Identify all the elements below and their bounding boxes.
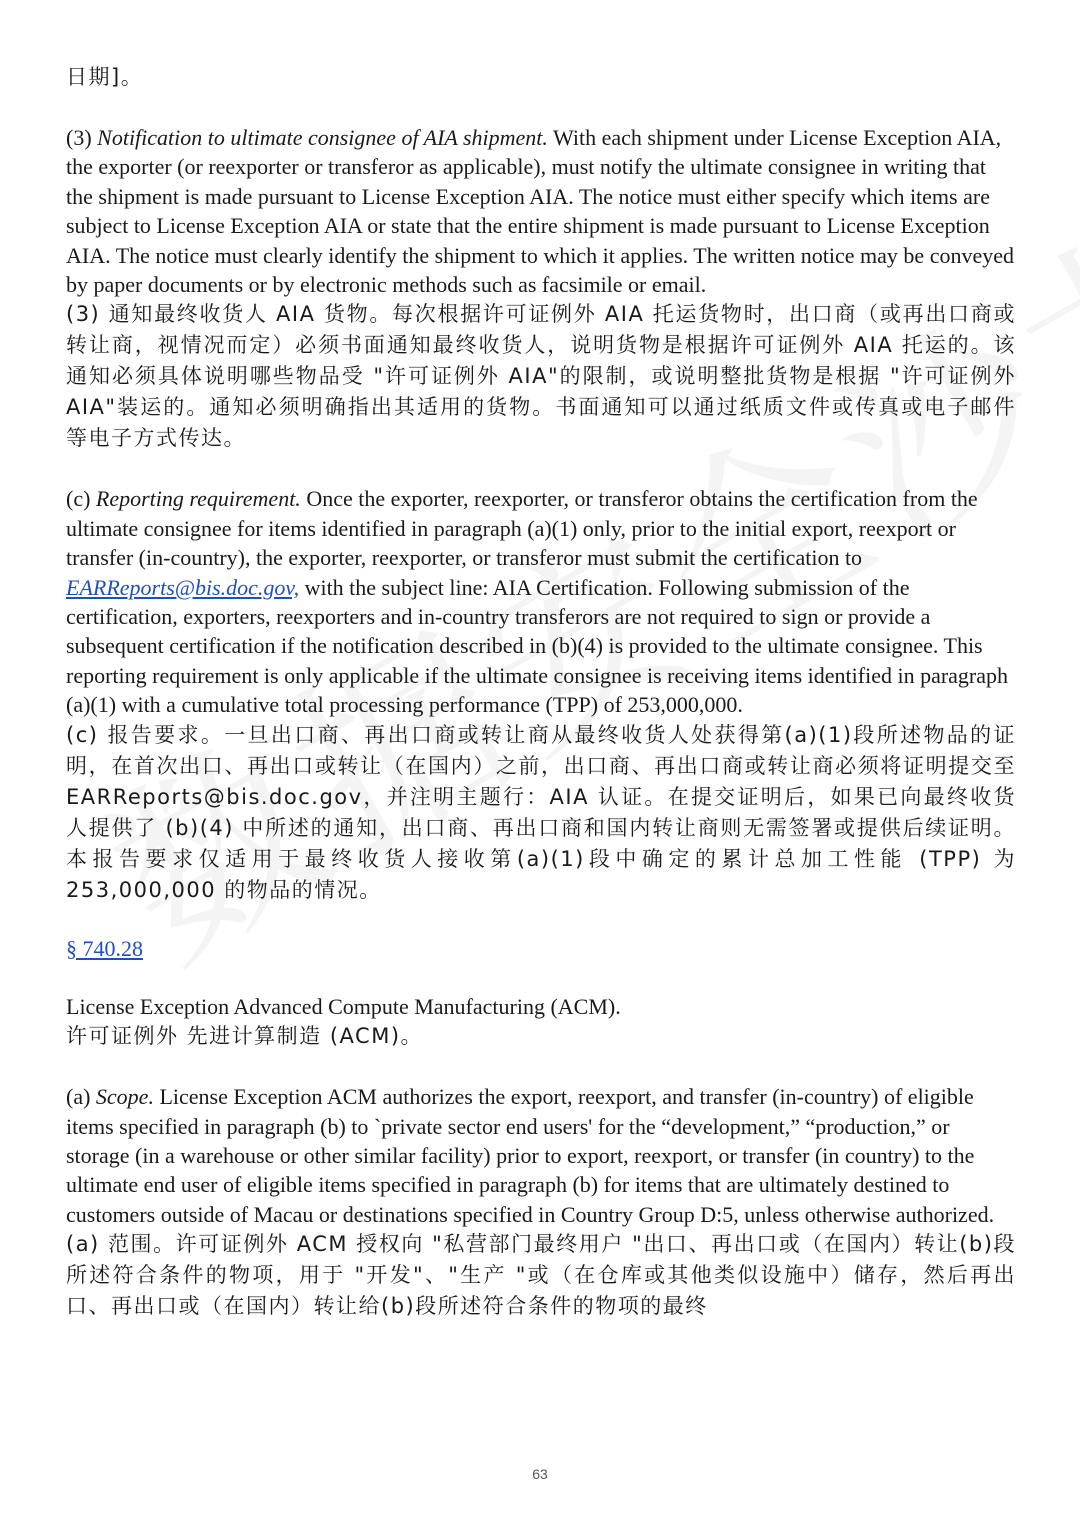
acm-title-en: License Exception Advanced Compute Manufacturing (ACM). [66,993,621,1019]
page-content [66,62,1016,1322]
reporting-requirement-zh: (c) 报告要求。一旦出口商、再出口商或转让商从最终收货人处获得第(a)(1)段所述物品的证明，在首次出口、再出口或转让（在国内）之前，出口商、再出口商或转让商必须将证明提交至 EARReports@bis.doc.gov，并注明主题行：AIA 认证。在提交证明后，如果已向最终收货人提供了 (b)(4) 中所述的通知，出口商、再出口商和国内转让商则无需签署或提供后续证明。本报告要求仅适用于最终收货人接收第(a)(1)段中确定的累计总加工性能 (TPP) 为 253,000,000 的物品的情况。 [66,722,1016,902]
scope-heading: Scope. [95,1084,154,1110]
aia-notification-zh: (3) 通知最终收货人 AIA 货物。每次根据许可证例外 AIA 托运货物时，出口商（或再出口商或转让商，视情况而定）必须书面通知最终收货人，说明货物是根据许可证例外 AIA 托运的。该通知必须具体说明哪些物品受 "许可证例外 AIA"的限制，或说明整批货物是根据 "许可证例外 AIA"装运的。通知必须明确指出其适用的货物。书面通知可以通过纸质文件或传真或电子邮件等电子方式传达。 [66,302,1016,451]
scope-en [66,1082,1016,1229]
aia-notification-num: (3) [66,125,98,150]
scope-text: License Exception ACM authorizes the export, reexport, and transfer (in-country) of eligible items specified in paragraph (b) to `private sector end users' for the “development,” “production,” or storage (in a warehouse or other similar facility) prior to export, reexport, or transfer (in country) to the ultimate end user of eligible items specified in paragraph (b) for items that are ultimately destined to customers outside of Macau or destinations specified in Country Group D:5, unless otherwise authorized. [66,1084,995,1227]
top-fragment: 日期]。 [66,65,144,89]
reporting-text-after: with the subject line: AIA Certification. Following submission of the certification, exporters, reexporters and in-country transferors are not required to sign or provide a subsequent certification if the notification described in (b)(4) is provided to the ultimate consignee. This reporting requirement is only applicable if the ultimate consignee is receiving items identified in paragraph (a)(1) with a cumulative total processing performance (TPP) of 253,000,000. [66,574,1009,718]
aia-notification-en [66,123,1016,299]
section-740-28-link[interactable]: § 740.28 [66,935,143,961]
email-link[interactable]: EARReports@bis.doc.gov, [66,574,300,600]
reporting-requirement-en [66,484,1016,719]
reporting-text-before: Once the exporter, reexporter, or transferor obtains the certification from the ultimate consignee for items identified in paragraph (a)(1) only, prior to the initial export, reexport or transfer (in-country), the exporter, reexporter, or transferor must submit the certification to [66,486,978,571]
scope-zh: (a) 范围。许可证例外 ACM 授权向 "私营部门最终用户 "出口、再出口或（在国内）转让(b)段所述符合条件的物项，用于 "开发"、"生产 "或（在仓库或其他类似设施中）储存，然后再出口、再出口或（在国内）转让给(b)段所述符合条件的物项的最终 [66,1232,1016,1319]
aia-notification-text: With each shipment under License Exception AIA, the exporter (or reexporter or transferor as applicable), must notify the ultimate consignee in writing that the shipment is made pursuant to License Exception AIA. The notice must either specify which items are subject to License Exception AIA or state that the entire shipment is made pursuant to License Exception AIA. The notice must clearly identify the shipment to which it applies. The written notice may be conveyed by paper documents or by electronic methods such as facsimile or email. [66,125,1014,298]
aia-notification-heading: Notification to ultimate consignee of AIA shipment. [97,125,548,150]
reporting-heading: Reporting requirement. [95,486,301,512]
acm-title-zh: 许可证例外 先进计算制造 (ACM)。 [66,1024,424,1049]
reporting-num: (c) [66,486,96,512]
scope-num: (a) [66,1084,96,1110]
page-number: 63 [532,1466,548,1482]
